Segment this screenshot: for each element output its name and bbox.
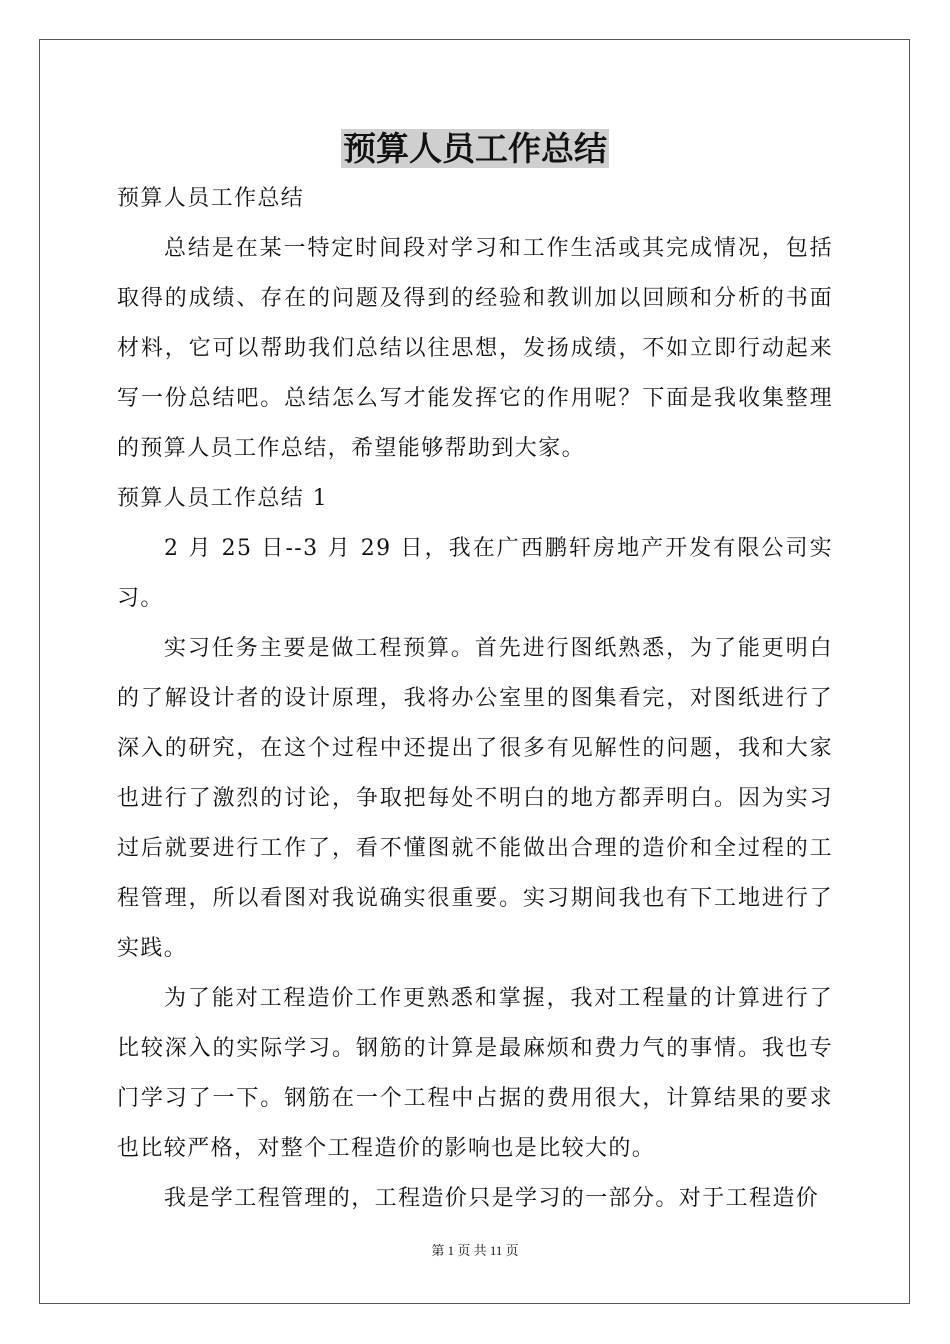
body-paragraph: 我是学工程管理的，工程造价只是学习的一部分。对于工程造价 — [164, 1186, 820, 1211]
body-paragraph: 实习任务主要是做工程预算。首先进行图纸熟悉，为了能更明白的了解设计者的设计原理，我将办公室里的图集看完，对图纸进行了深入的研究，在这个过程中还提出了很多有见解性的问题，我和大家也进行了激烈的讨论，争取把每处不明白的地方都弄明白。因为实习过后就要进行工作了，看不懂图就不能做出合理的造价和全过程的工程管理，所以看图对我说确实很重要。实习期间我也有下工地进行了实践。 — [117, 636, 833, 961]
body-paragraph: 为了能对工程造价工作更熟悉和掌握，我对工程量的计算进行了比较深入的实际学习。钢筋的计算是最麻烦和费力气的事情。我也专门学习了一下。钢筋在一个工程中占据的费用很大，计算结果的要求也比较严格，对整个工程造价的影响也是比较大的。 — [117, 986, 833, 1161]
section-heading: 预算人员工作总结 1 — [117, 486, 328, 511]
document-title — [0, 124, 950, 174]
page-footer: 第 1 页 共 11 页 — [431, 1243, 519, 1258]
intro-paragraph: 总结是在某一特定时间段对学习和工作生活或其完成情况，包括取得的成绩、存在的问题及得到的经验和教训加以回顾和分析的书面材料，它可以帮助我们总结以往思想，发扬成绩，不如立即行动起来写一份总结吧。总结怎么写才能发挥它的作用呢？下面是我收集整理的预算人员工作总结，希望能够帮助到大家。 — [117, 236, 833, 461]
document-title-text: 预算人员工作总结 — [343, 129, 607, 168]
document-body — [117, 174, 833, 1224]
body-paragraph: 2 月 25 日--3 月 29 日，我在广西鹏轩房地产开发有限公司实习。 — [117, 536, 833, 611]
subtitle-paragraph: 预算人员工作总结 — [117, 186, 305, 211]
